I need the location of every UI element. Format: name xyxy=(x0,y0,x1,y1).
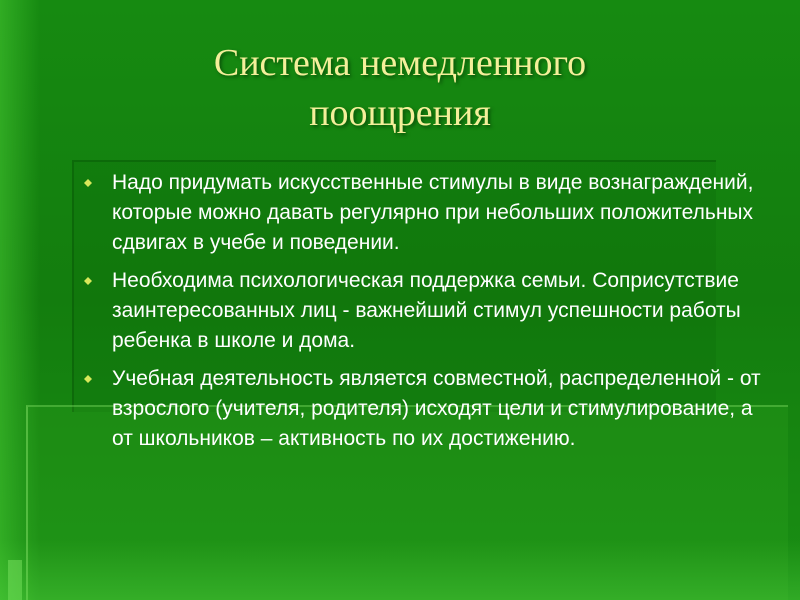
decorative-glow-bottom xyxy=(0,540,800,600)
slide-title-line-1: Система немедленного xyxy=(213,42,587,84)
diamond-bullet-icon xyxy=(84,179,92,187)
diamond-bullet-icon xyxy=(84,277,92,285)
bullet-item-3 xyxy=(84,364,774,454)
slide-title xyxy=(100,38,700,138)
bullet-list xyxy=(84,168,774,462)
diamond-bullet-icon xyxy=(84,375,92,383)
bullet-item-1 xyxy=(84,168,774,258)
bullet-text-3: Учебная деятельность является совместной, распределенной - от взрослого (учителя, родителя) исходят цели и стимулирование, а от школьников – активность по их достижению. xyxy=(112,367,761,450)
bullet-item-2 xyxy=(84,266,774,356)
bullet-text-1: Надо придумать искусственные стимулы в виде вознаграждений, которые можно давать регулярно при небольших положительных сдвигах в учебе и поведении. xyxy=(112,171,754,254)
bullet-text-2: Необходима психологическая поддержка семьи. Соприсутствие заинтересованных лиц - важнейший стимул успешности работы ребенка в школе и дома. xyxy=(112,269,741,352)
slide-title-line-2: поощрения xyxy=(309,92,491,134)
